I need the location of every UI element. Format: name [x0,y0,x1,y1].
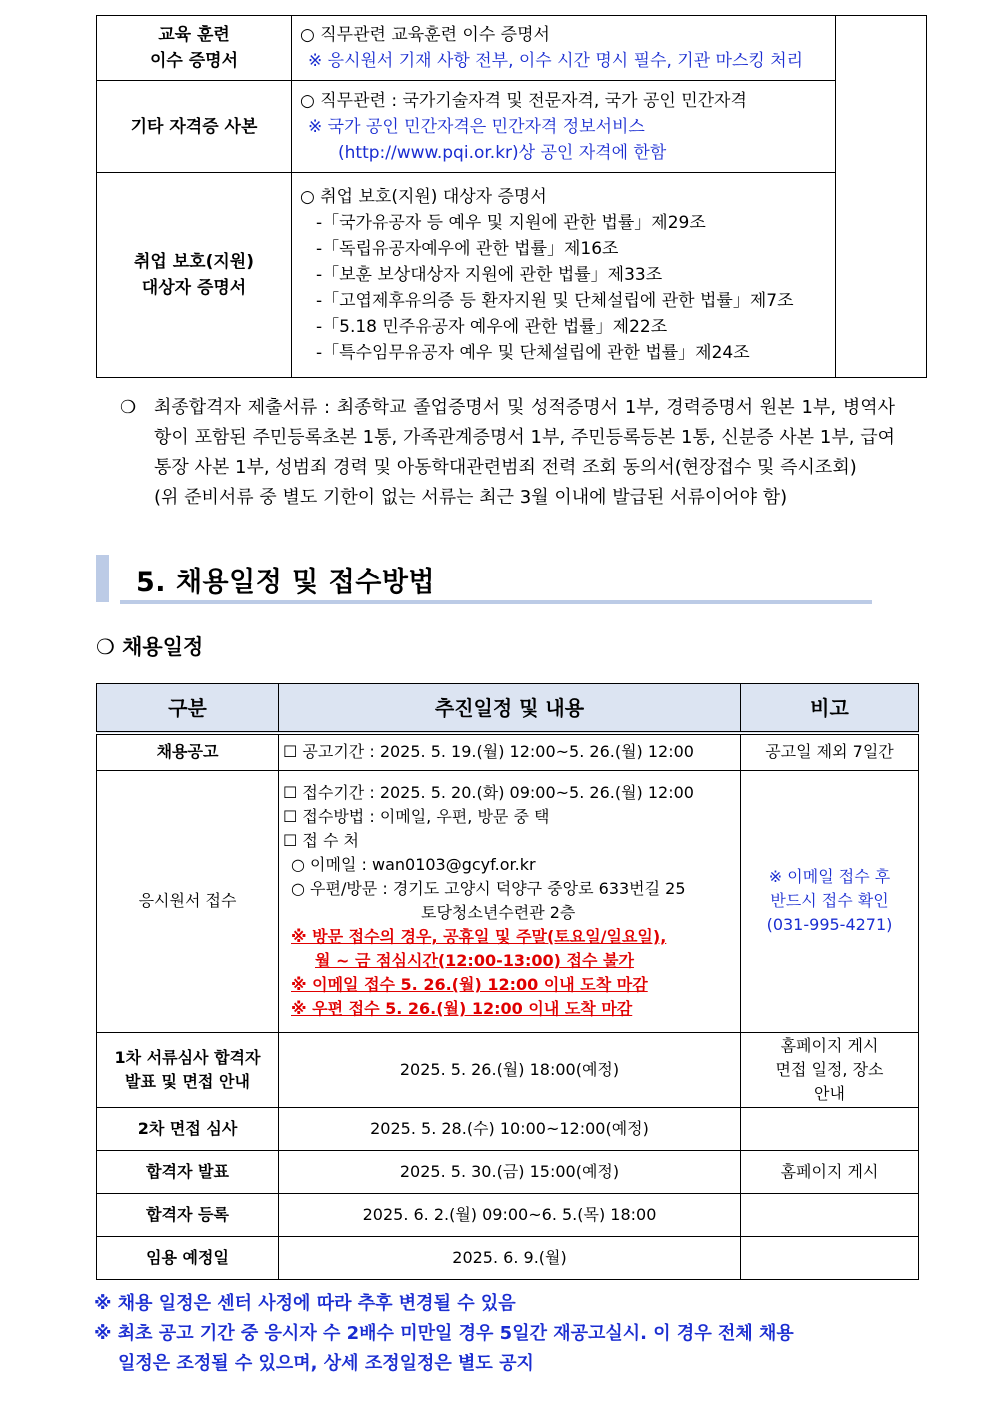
row-content: ○ 직무관련 교육훈련 이수 증명서 ※ 응시원서 기재 사항 전부, 이수 시간 명시 필수, 기관 마스킹 처리 [292,16,836,81]
row-label: 취업 보호(지원) 대상자 증명서 [97,173,292,378]
required-documents-table [96,15,927,378]
circle-bullet-icon: ❍ [120,397,137,418]
section-accent-bar [96,555,109,602]
column-header: 구분 [97,684,279,734]
row-content: ○ 직무관련 : 국가기술자격 및 전문자격, 국가 공인 민간자격 ※ 국가 공인 민간자격은 민간자격 정보서비스 (http://www.pqi.or.kr)상 공인 자격에 한함 [292,81,836,173]
table-row: 1차 서류심사 합격자 발표 및 면접 안내 2025. 5. 26.(월) 18:00(예정) 홈페이지 게시 면접 일정, 장소 안내 [97,1032,919,1107]
warning-text: 월 ~ 금 점심시간(12:00-13:00) 접수 불가 [315,951,634,970]
footnote: 일정은 조정될 수 있으며, 상세 조정일정은 별도 공지 [118,1353,534,1374]
footnote: ※ 최초 공고 기간 중 응시자 수 2배수 미만일 경우 5일간 재공고실시. 이 경우 전체 채용 [94,1323,794,1344]
table-row: 합격자 등록 2025. 6. 2.(월) 09:00~6. 5.(목) 18:00 [97,1193,919,1236]
final-documents-paragraph [120,393,895,513]
table-row: 합격자 발표 2025. 5. 30.(금) 15:00(예정) 홈페이지 게시 [97,1150,919,1193]
row-content: ○ 취업 보호(지원) 대상자 증명서 -「국가유공자 등 예우 및 지원에 관한 법률」제29조 -「독립유공자예우에 관한 법률」제16조 -「보훈 보상대상자 지원에 관한 법률」제33조 -「고엽제후유의증 등 환자지원 및 단체설립에 관한 법률」제7조 -「5.18 민주유공자 예우에 관한 법률」제22조 -「특수임무유공자 예우 및 단체설립에 관한 법률」제24조 [292,173,836,378]
table-row: 2차 면접 심사 2025. 5. 28.(수) 10:00~12:00(예정) [97,1107,919,1150]
final-documents-text: 최종합격자 제출서류 : 최종학교 졸업증명서 및 성적증명서 1부, 경력증명서 원본 1부, 병역사항이 포함된 주민등록초본 1통, 가족관계증명서 1부, 주민등록등본 1통, 신분증 사본 1부, 급여통장 사본 1부, 성범죄 경력 및 아동학대관련범죄 전력 조회 동의서(현장접수 및 즉시조회) [154,397,895,478]
warning-text: ※ 이메일 접수 5. 26.(월) 12:00 이내 도착 마감 [291,975,648,994]
footnote: ※ 채용 일정은 센터 사정에 따라 추후 변경될 수 있음 [94,1293,516,1314]
table-row [97,173,927,378]
email-confirm-note: ※ 이메일 접수 후 반드시 접수 확인 (031-995-4271) [741,770,919,1032]
table-header-row [97,684,919,734]
schedule-table [96,683,919,1280]
section-underline [120,600,872,604]
table-row: 채용공고 ☐ 공고기간 : 2025. 5. 19.(월) 12:00~5. 26.(월) 12:00 공고일 제외 7일간 [97,733,919,770]
table-row: 임용 예정일 2025. 6. 9.(월) [97,1236,919,1279]
final-documents-note: (위 준비서류 중 별도 기한이 없는 서류는 최근 3월 이내에 발급된 서류이어야 함) [154,487,788,508]
schedule-footnotes [94,1289,894,1379]
column-header: 비고 [741,684,919,734]
table-row [97,81,927,173]
warning-text: ※ 우편 접수 5. 26.(월) 12:00 이내 도착 마감 [291,999,633,1018]
table-row: 응시원서 접수 ☐ 접수기간 : 2025. 5. 20.(화) 09:00~5. 26.(월) 12:00 ☐ 접수방법 : 이메일, 우편, 방문 중 택 ☐ 접 수 처 ○ 이메일 : wan0103@gcyf.or.kr ○ 우편/방문 : 경기도 고양시 덕양구 중앙로 633번길 25 토당청소년수련관 2층 ※ 방문 접수의 경우, 공휴일 및 주말(토요일/일요일), 월 ~ 금 점심시간(12:00-13:00) 접수 불가 ※ 이메일 접수 5. 26.(월) 12:00 이내 도착 마감 ※ 우편 접수 5. 26.(월) 12:00 이내 도착 마감 ※ 이메일 접수 후 반드시 접수 확인 (031-995-4271) [97,770,919,1032]
warning-text: ※ 방문 접수의 경우, 공휴일 및 주말(토요일/일요일), [291,927,667,946]
table-row [97,16,927,81]
schedule-heading: ❍ 채용일정 [96,635,204,659]
row-label: 기타 자격증 사본 [97,81,292,173]
section-title: 5. 채용일정 및 접수방법 [136,567,435,598]
row-label: 교육 훈련 이수 증명서 [97,16,292,81]
column-header: 추진일정 및 내용 [279,684,741,734]
application-details: ☐ 접수기간 : 2025. 5. 20.(화) 09:00~5. 26.(월) 12:00 ☐ 접수방법 : 이메일, 우편, 방문 중 택 ☐ 접 수 처 ○ 이메일 : wan0103@gcyf.or.kr ○ 우편/방문 : 경기도 고양시 덕양구 중앙로 633번길 25 토당청소년수련관 2층 ※ 방문 접수의 경우, 공휴일 및 주말(토요일/일요일), 월 ~ 금 점심시간(12:00-13:00) 접수 불가 ※ 이메일 접수 5. 26.(월) 12:00 이내 도착 마감 ※ 우편 접수 5. 26.(월) 12:00 이내 도착 마감 [279,770,741,1032]
empty-side-cell [836,16,927,378]
